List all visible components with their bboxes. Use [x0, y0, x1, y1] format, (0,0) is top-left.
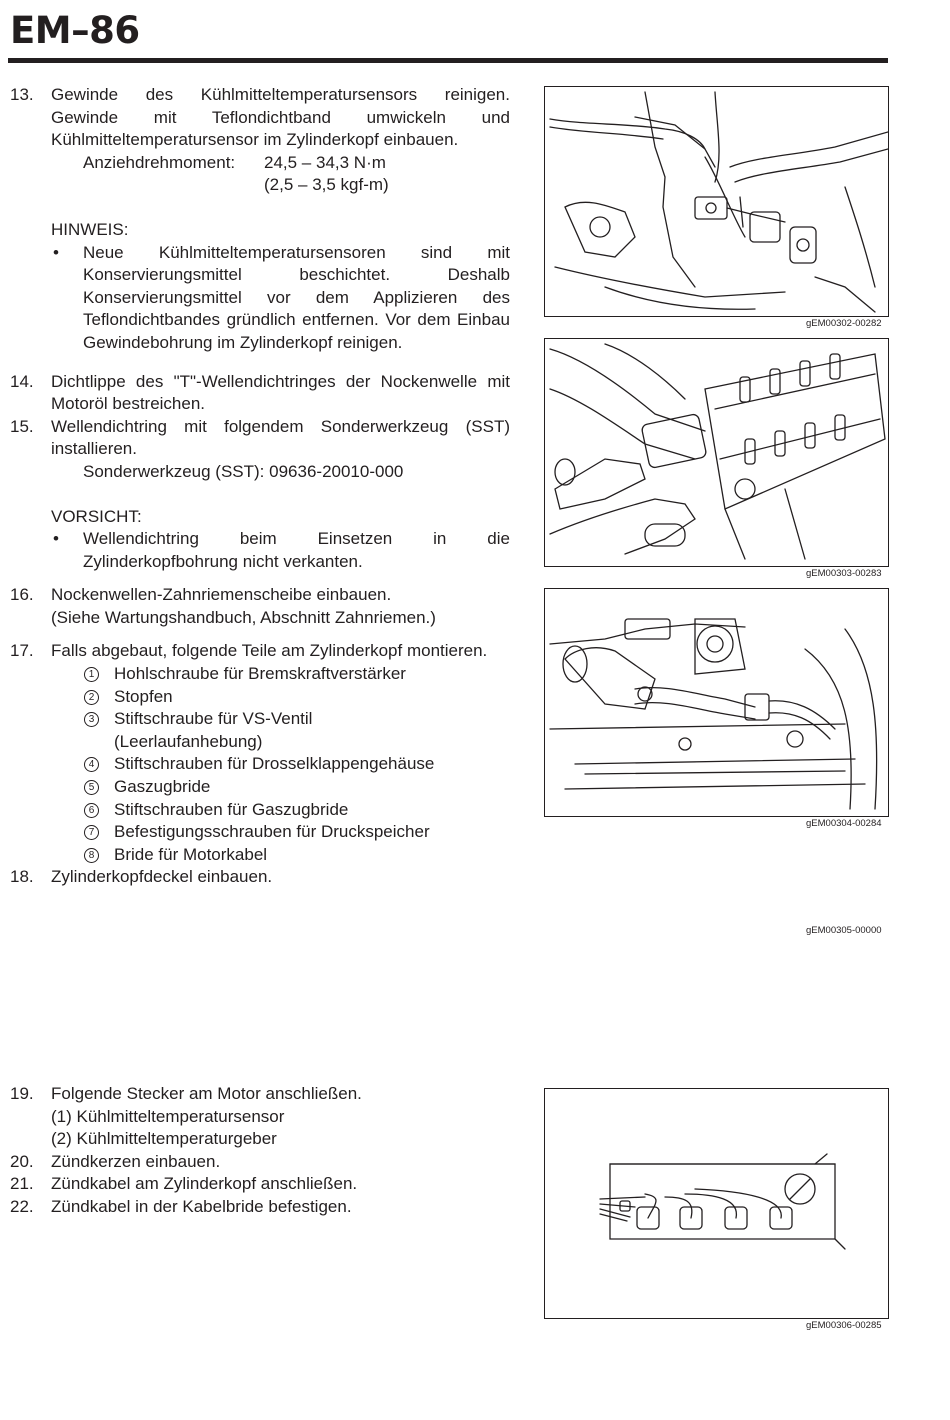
hinweis-note — [10, 242, 510, 355]
figure-code: gEM00302-00282 — [806, 318, 882, 329]
step-number: 17. — [10, 641, 34, 661]
item-text: Stiftschrauben für Gaszugbride — [114, 799, 349, 819]
item-text: Hohlschraube für Bremskraftverstärker — [114, 664, 406, 684]
hinweis-heading: HINWEIS: — [51, 219, 129, 239]
step-18 — [10, 866, 510, 889]
list-item — [10, 844, 510, 867]
step-text: Zündkerzen einbauen. — [51, 1151, 221, 1171]
torque-spec — [10, 152, 510, 175]
bullet-mark: • — [53, 242, 59, 262]
list-item — [10, 1128, 510, 1151]
vorsicht-note — [10, 528, 510, 573]
circled-number: 7 — [84, 825, 99, 840]
step-number: 16. — [10, 585, 34, 605]
step-text: Dichtlippe des "T"-Wellendichtringes der Nockenwelle mit Motoröl bestreichen. — [51, 371, 510, 414]
step-13 — [10, 84, 510, 152]
item-text: Kühlmitteltemperatursensor — [76, 1106, 285, 1126]
figure-oil-seal-illustration — [544, 338, 889, 567]
item-text: Stiftschraube für VS-Ventil (Leerlaufanhebung) — [114, 709, 313, 751]
figure-code: gEM00304-00284 — [806, 818, 882, 829]
torque-label: Anziehdrehmoment: — [83, 152, 236, 172]
figure-spark-plug-wires-illustration — [544, 1088, 889, 1319]
item-text: Bride für Motorkabel — [114, 844, 268, 864]
step-text: Gewinde des Kühlmitteltemperatursensors reinigen. Gewinde mit Teflondichtband umwickeln und Kühlmitteltemperatursensor im Zylinderkopf einbauen. — [51, 85, 510, 150]
step-number: 20. — [10, 1151, 34, 1171]
circled-number: 1 — [84, 667, 99, 682]
step-16 — [10, 584, 510, 607]
torque-value-nm: 24,5 – 34,3 N·m — [264, 152, 386, 172]
circled-number: 6 — [84, 803, 99, 818]
list-item — [10, 663, 510, 686]
figure-coolant-sensor-illustration — [544, 86, 889, 317]
step-text: Zündkabel am Zylinderkopf anschließen. — [51, 1174, 358, 1194]
step-15 — [10, 416, 510, 461]
step-14 — [10, 371, 510, 416]
sst-spec: Sonderwerkzeug (SST): 09636-20010-000 — [83, 461, 404, 481]
figure-code: gEM00303-00283 — [806, 568, 882, 579]
item-text: Stiftschrauben für Drosselklappengehäuse — [114, 754, 435, 774]
figure-code: gEM00306-00285 — [806, 1320, 882, 1331]
step-text: Falls abgebaut, folgende Teile am Zylinderkopf montieren. — [51, 641, 488, 661]
page-title: EM–86 — [10, 9, 140, 52]
note-text: Wellendichtring beim Einsetzen in die Zylinderkopfbohrung nicht verkanten. — [83, 529, 510, 571]
vorsicht-heading: VORSICHT: — [51, 506, 142, 526]
torque-spec-kgf — [10, 174, 510, 197]
step-20 — [10, 1151, 510, 1174]
list-item — [10, 753, 510, 776]
step-text: Nockenwellen-Zahnriemenscheibe einbauen. — [51, 585, 392, 605]
step-number: 21. — [10, 1174, 34, 1194]
step-17 — [10, 640, 510, 663]
item-mark: (2) — [51, 1129, 72, 1149]
step-22 — [10, 1196, 510, 1219]
steps-19-22 — [10, 1083, 510, 1219]
list-item — [10, 686, 510, 709]
item-text: Gaszugbride — [114, 777, 211, 797]
circled-number: 4 — [84, 757, 99, 772]
circled-number: 5 — [84, 780, 99, 795]
step-number: 14. — [10, 371, 34, 391]
item-mark: (1) — [51, 1106, 72, 1126]
item-text: Kühlmitteltemperaturgeber — [76, 1129, 277, 1149]
step-text: Zündkabel in der Kabelbride befestigen. — [51, 1196, 352, 1216]
torque-value-kgf: (2,5 – 3,5 kgf-m) — [264, 175, 389, 195]
step-number: 19. — [10, 1084, 34, 1103]
list-item — [10, 1106, 510, 1129]
steps-13-18 — [10, 84, 510, 889]
list-item — [10, 708, 454, 753]
item-text: Befestigungsschrauben für Druckspeicher — [114, 822, 430, 842]
bullet-mark: • — [53, 529, 59, 549]
circled-number: 8 — [84, 848, 99, 863]
step-text: Wellendichtring mit folgendem Sonderwerkzeug (SST) installieren. — [51, 416, 510, 459]
step-number: 13. — [10, 85, 34, 104]
figure-cylinder-head-parts-illustration — [544, 588, 889, 817]
title-rule — [8, 58, 888, 63]
step-text: Folgende Stecker am Motor anschließen. — [51, 1084, 362, 1103]
list-item — [10, 799, 510, 822]
figure-code: gEM00305-00000 — [806, 925, 882, 936]
list-item — [10, 776, 510, 799]
circled-number: 3 — [84, 712, 99, 727]
item-text: Stopfen — [114, 686, 173, 706]
step-text: Zylinderkopfdeckel einbauen. — [51, 867, 273, 887]
reference-text: (Siehe Wartungshandbuch, Abschnitt Zahnriemen.) — [51, 607, 436, 627]
list-item — [10, 821, 510, 844]
note-text: Neue Kühlmitteltemperatursensoren sind mit Konservierungsmittel beschichtet. Deshalb Konservierungsmittel vor dem Applizieren des Teflondichtbandes gründlich entfernen. Vor dem Einbau Gewindebohrung im Zylinderkopf reinigen. — [83, 242, 510, 352]
step-number: 15. — [10, 416, 34, 436]
step-19 — [10, 1083, 510, 1106]
step-16-reference — [10, 607, 510, 630]
circled-number: 2 — [84, 690, 99, 705]
step-number: 22. — [10, 1196, 34, 1216]
step-21 — [10, 1173, 510, 1196]
step-number: 18. — [10, 867, 34, 887]
